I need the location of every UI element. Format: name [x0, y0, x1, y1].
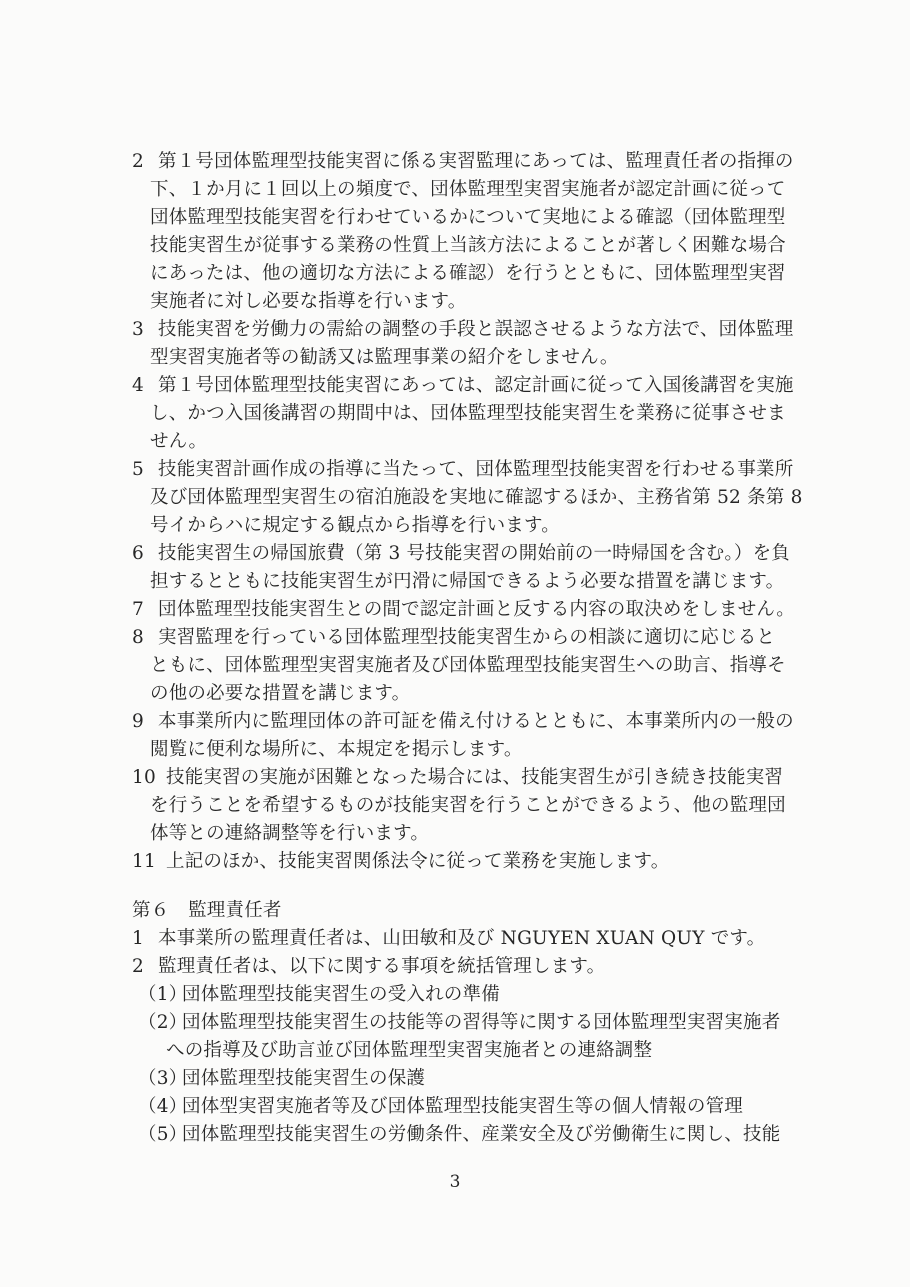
item-number: 6 — [132, 543, 144, 564]
item-number: 7 — [132, 599, 144, 620]
item-6-line-2: 担するとともに技能実習生が円滑に帰国できるよう必要な措置を講じます。 — [150, 571, 785, 592]
item-2-line-4: 技能実習生が従事する業務の性質上当該方法によることが著しく困難な場合 — [150, 235, 786, 256]
item-number: 5 — [132, 459, 144, 480]
item-number: 1 — [132, 928, 144, 949]
subitem-5: （5）団体監理型技能実習生の労働条件、産業安全及び労働衛生に関し、技能 — [138, 1122, 780, 1148]
item-number: 2 — [132, 151, 144, 172]
subitem-1: （1）団体監理型技能実習生の受入れの準備 — [138, 982, 500, 1008]
item-8-line-1: 8 実習監理を行っている団体監理型技能実習生からの相談に適切に応じると — [132, 625, 775, 651]
item-number: 2 — [132, 956, 144, 977]
item-3-line-2: 型実習実施者等の勧誘又は監理事業の紹介をしません。 — [150, 347, 619, 368]
page-number: 3 — [449, 1172, 461, 1192]
item-9-line-2: 閲覧に便利な場所に、本規定を掲示します。 — [150, 739, 523, 760]
item-2-line-2: 下、１か月に１回以上の頻度で、団体監理型実習実施者が認定計画に従って — [150, 179, 786, 200]
subitem-4: （4）団体型実習実施者等及び団体監理型技能実習生等の個人情報の管理 — [138, 1094, 743, 1120]
item-2-line-3: 団体監理型技能実習を行わせているかについて実地による確認（団体監理型 — [150, 207, 786, 228]
item-7-line-1: 7 団体監理型技能実習生との間で認定計画と反する内容の取決めをしません。 — [132, 597, 795, 623]
section-item-1: 1 本事業所の監理責任者は、山田敏和及び NGUYEN XUAN QUY です。 — [132, 926, 765, 952]
subitem-2-line-2: への指導及び助言並び団体監理型実習実施者との連絡調整 — [166, 1040, 653, 1061]
item-2-line-6: 実施者に対し必要な指導を行います。 — [150, 291, 467, 312]
item-number: 4 — [132, 375, 144, 396]
item-10-line-2: を行うことを希望するものが技能実習を行うことができるよう、他の監理団 — [150, 795, 786, 816]
item-8-line-3: の他の必要な措置を講じます。 — [150, 683, 411, 704]
subitem-number: （5） — [138, 1124, 188, 1145]
subitem-2-line-1: （2）団体監理型技能実習生の技能等の習得等に関する団体監理型実習実施者 — [138, 1010, 780, 1036]
item-number: 10 — [132, 767, 156, 788]
item-4-line-2: し、かつ入国後講習の期間中は、団体監理型技能実習生を業務に従事させま — [150, 403, 786, 424]
item-number: 8 — [132, 627, 144, 648]
subitem-number: （4） — [138, 1096, 188, 1117]
section-item-2: 2 監理責任者は、以下に関する事項を統括管理します。 — [132, 954, 605, 980]
item-4-line-1: 4 第１号団体監理型技能実習にあっては、認定計画に従って入国後講習を実施 — [132, 373, 794, 399]
item-5-line-1: 5 技能実習計画作成の指導に当たって、団体監理型技能実習を行わせる事業所 — [132, 457, 793, 483]
section-heading: 第６ 監理責任者 — [132, 900, 282, 921]
item-number: 11 — [132, 851, 156, 872]
item-6-line-1: 6 技能実習生の帰国旅費（第 3 号技能実習の開始前の一時帰国を含む。）を負 — [132, 541, 790, 567]
item-3-line-1: 3 技能実習を労働力の需給の調整の手段と誤認させるような方法で、団体監理 — [132, 317, 793, 343]
item-10-line-1: 10 技能実習の実施が困難となった場合には、技能実習生が引き続き技能実習 — [132, 765, 783, 791]
item-5-line-2: 及び団体監理型実習生の宿泊施設を実地に確認するほか、主務省第 52 条第 8 — [150, 487, 803, 508]
item-4-line-3: せん。 — [150, 431, 208, 452]
subitem-number: （3） — [138, 1068, 188, 1089]
item-number: 9 — [132, 711, 144, 732]
item-5-line-3: 号イからハに規定する観点から指導を行います。 — [150, 515, 560, 536]
item-10-line-3: 体等との連絡調整等を行います。 — [150, 823, 430, 844]
item-2-line-5: にあったは、他の適切な方法による確認）を行うとともに、団体監理型実習 — [150, 263, 786, 284]
subitem-number: （2） — [138, 1012, 188, 1033]
subitem-number: （1） — [138, 984, 188, 1005]
subitem-3: （3）団体監理型技能実習生の保護 — [138, 1066, 425, 1092]
item-11-line-1: 11 上記のほか、技能実習関係法令に従って業務を実施します。 — [132, 849, 669, 875]
item-8-line-2: ともに、団体監理型実習実施者及び団体監理型技能実習生への助言、指導そ — [150, 655, 786, 676]
item-9-line-1: 9 本事業所内に監理団体の許可証を備え付けるとともに、本事業所内の一般の — [132, 709, 794, 735]
item-number: 3 — [132, 319, 144, 340]
item-2-line-1: 2 第１号団体監理型技能実習に係る実習監理にあっては、監理責任者の指揮の — [132, 149, 794, 175]
